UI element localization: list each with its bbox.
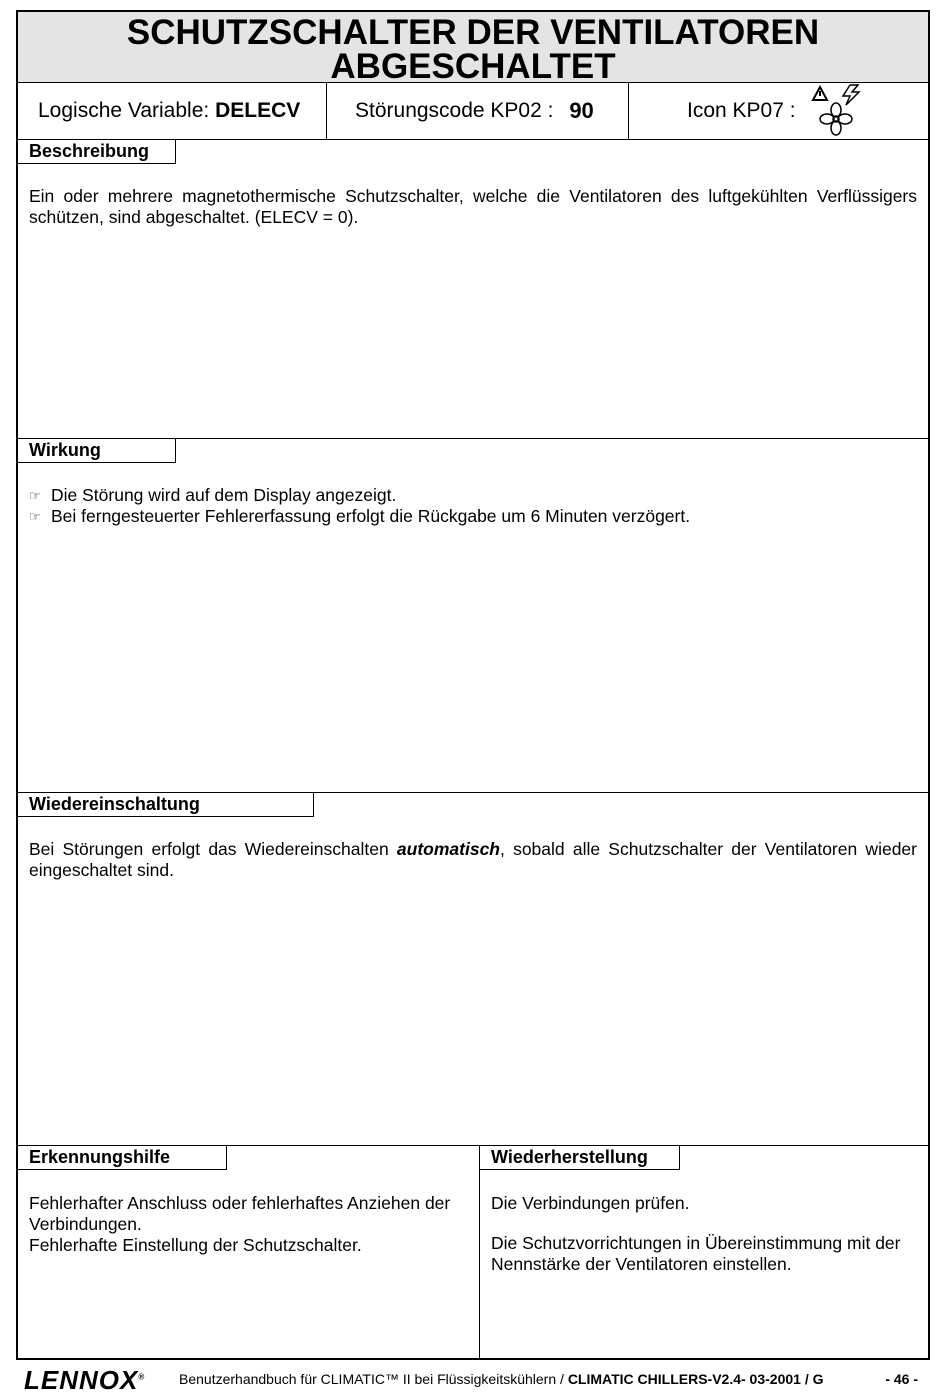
section-erkennungshilfe — [18, 1145, 480, 1360]
pointing-hand-icon: ☞ — [29, 509, 41, 524]
section-heading: Beschreibung — [18, 139, 176, 164]
section-beschreibung — [18, 139, 928, 439]
text-part: Bei Störungen erfolgt das Wiedereinschalten — [29, 839, 397, 859]
wirkung-list — [29, 485, 917, 527]
list-item-text: Die Störung wird auf dem Display angezeigt. — [51, 485, 397, 505]
title-line-1: SCHUTZSCHALTER DER VENTILATOREN — [126, 13, 820, 52]
list-item-text: Bei ferngesteuerter Fehlererfassung erfolgt die Rückgabe um 6 Minuten verzögert. — [51, 506, 691, 526]
footer-text-bold: CLIMATIC CHILLERS-V2.4- 03-2001 / G — [567, 1371, 824, 1387]
footer-text-plain: Benutzerhandbuch für CLIMATIC™ II bei Flüssigkeitskühlern / — [179, 1371, 568, 1387]
wiederherstellung-text — [491, 1193, 917, 1275]
page-footer — [0, 1362, 950, 1394]
text-line: Fehlerhafter Anschluss oder fehlerhaftes Anziehen der Verbindungen. — [29, 1193, 451, 1234]
title-line-2: ABGESCHALTET — [330, 47, 616, 86]
text-line: Fehlerhafte Einstellung der Schutzschalter. — [29, 1235, 362, 1255]
fault-sheet — [16, 10, 930, 1360]
section-heading: Wiedereinschaltung — [18, 792, 314, 817]
logo-text: LENNOX — [24, 1365, 139, 1395]
text-line: Die Verbindungen prüfen. — [491, 1193, 690, 1213]
erkennungshilfe-text — [29, 1193, 468, 1256]
fault-code-cell — [327, 83, 629, 139]
pointing-hand-icon: ☞ — [29, 488, 41, 503]
section-heading: Wirkung — [18, 438, 176, 463]
logic-variable-value: DELECV — [215, 99, 301, 122]
list-item — [29, 506, 917, 527]
section-heading: Wiederherstellung — [480, 1145, 680, 1170]
section-wiedereinschaltung — [18, 792, 928, 1146]
icon-label: Icon KP07 : — [687, 99, 796, 122]
page-number: - 46 - — [885, 1371, 918, 1387]
logo-mark: ® — [138, 1372, 146, 1382]
icon-cell — [629, 83, 928, 139]
logic-variable-label: Logische Variable: — [38, 99, 216, 122]
section-wiederherstellung — [480, 1145, 928, 1360]
logic-variable-cell — [18, 83, 327, 139]
page-title — [18, 12, 928, 86]
info-row — [18, 83, 928, 140]
section-wirkung — [18, 438, 928, 793]
emphasis-text: automatisch — [396, 839, 500, 859]
wiedereinschaltung-text — [29, 839, 917, 881]
text-part: , sobald alle Schutzschalter der Ventilatoren wieder eingeschaltet sind. — [29, 839, 917, 880]
footer-text — [179, 1371, 824, 1387]
fault-code-value: 90 — [569, 98, 594, 123]
section-bottom — [18, 1145, 928, 1360]
lennox-logo — [24, 1365, 145, 1396]
text-line: Die Schutzvorrichtungen in Übereinstimmung mit der Nennstärke der Ventilatoren einstellen. — [491, 1233, 901, 1274]
fan-fault-icon — [806, 81, 864, 137]
fault-code-label: Störungscode KP02 : — [355, 99, 560, 122]
section-heading: Erkennungshilfe — [18, 1145, 227, 1170]
beschreibung-text: Ein oder mehrere magnetothermische Schutzschalter, welche die Ventilatoren des luftgekühlten Verflüssigers schützen, sind abgeschaltet. (ELECV = 0). — [29, 186, 917, 227]
list-item — [29, 485, 917, 506]
